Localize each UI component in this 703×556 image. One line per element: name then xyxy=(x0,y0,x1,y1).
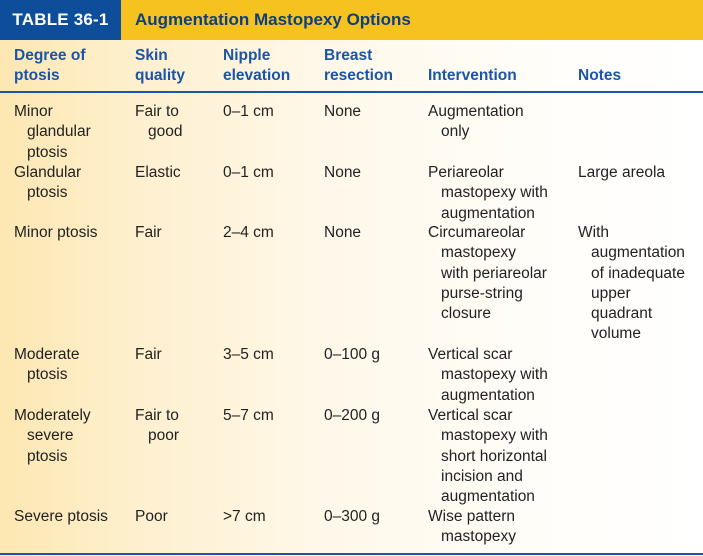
cell-line: mastopexy xyxy=(441,244,516,262)
cell-line: Moderately xyxy=(14,407,91,424)
cell-line: augmentation xyxy=(591,244,685,262)
header-line: elevation xyxy=(223,67,291,84)
cell-line: of inadequate xyxy=(591,264,685,282)
cell-line: Vertical scar xyxy=(428,407,513,424)
bottom-rule xyxy=(0,553,703,555)
cell-degree-of-ptosis xyxy=(14,345,79,386)
cell-degree-of-ptosis xyxy=(14,163,81,204)
cell-line: Fair xyxy=(135,224,162,241)
cell-line: glandular xyxy=(27,123,91,141)
cell-nipple-elevation xyxy=(223,406,274,426)
cell-line: severe xyxy=(27,427,74,445)
header-line: Intervention xyxy=(428,67,517,84)
cell-line: ptosis xyxy=(27,184,68,202)
cell-line: poor xyxy=(148,427,180,445)
cell-line: Augmentation xyxy=(428,103,524,120)
cell-line: augmentation xyxy=(441,488,535,506)
cell-line: >7 cm xyxy=(223,508,266,525)
cell-line: Periareolar xyxy=(428,164,504,181)
cell-line: 0–1 cm xyxy=(223,103,274,120)
cell-line: 2–4 cm xyxy=(223,224,274,241)
cell-line: with periareolar xyxy=(441,264,547,282)
cell-line: only xyxy=(441,123,470,141)
cell-line: With xyxy=(578,224,609,241)
cell-line: 0–100 g xyxy=(324,346,381,363)
cell-line: None xyxy=(324,164,362,181)
cell-line: Elastic xyxy=(135,164,181,181)
header-line: Degree of xyxy=(14,47,86,64)
cell-line: ptosis xyxy=(27,366,68,384)
cell-line: 5–7 cm xyxy=(223,407,274,424)
header-line: Nipple xyxy=(223,47,271,64)
cell-line: mastopexy xyxy=(441,528,516,546)
cell-degree-of-ptosis xyxy=(14,102,91,163)
cell-intervention xyxy=(428,163,548,224)
cell-breast-resection xyxy=(324,406,380,426)
cell-line: volume xyxy=(591,325,641,343)
cell-skin-quality xyxy=(135,102,182,143)
cell-line: Severe ptosis xyxy=(14,508,108,525)
cell-line: Moderate xyxy=(14,346,80,363)
cell-notes xyxy=(578,223,685,345)
cell-line: closure xyxy=(441,305,491,323)
cell-skin-quality xyxy=(135,345,162,365)
header-line: resection xyxy=(324,67,393,84)
cell-line: Circumareolar xyxy=(428,224,526,241)
cell-line: quadrant xyxy=(591,305,653,323)
table-header-row xyxy=(0,40,703,90)
cell-line: Glandular xyxy=(14,164,82,181)
cell-line: mastopexy with xyxy=(441,427,548,445)
cell-line: upper xyxy=(591,284,631,302)
cell-line: 0–1 cm xyxy=(223,164,274,181)
header-line: Skin xyxy=(135,47,168,64)
cell-line: Vertical scar xyxy=(428,346,513,363)
header-intervention xyxy=(428,66,517,86)
cell-intervention xyxy=(428,102,524,143)
cell-breast-resection xyxy=(324,507,380,527)
table-title-bar xyxy=(0,0,703,40)
cell-breast-resection xyxy=(324,102,361,122)
cell-nipple-elevation xyxy=(223,163,274,183)
cell-line: Poor xyxy=(135,508,168,525)
cell-line: mastopexy with xyxy=(441,184,548,202)
cell-intervention xyxy=(428,345,548,406)
cell-line: short horizontal xyxy=(441,447,547,465)
cell-line: ptosis xyxy=(27,143,68,161)
cell-line: 0–200 g xyxy=(324,407,381,424)
cell-line: Wise pattern xyxy=(428,508,516,525)
cell-line: 0–300 g xyxy=(324,508,381,525)
cell-line: Fair to xyxy=(135,103,179,120)
cell-line: purse-string xyxy=(441,284,523,302)
header-rule xyxy=(0,91,703,93)
header-line: Breast xyxy=(324,47,373,64)
cell-line: Fair to xyxy=(135,407,179,424)
cell-line: ptosis xyxy=(27,447,68,465)
cell-notes xyxy=(578,163,665,183)
cell-line: Fair xyxy=(135,346,162,363)
cell-breast-resection xyxy=(324,345,380,365)
cell-line: good xyxy=(148,123,183,141)
header-nipple-elevation xyxy=(223,46,290,86)
cell-nipple-elevation xyxy=(223,102,274,122)
cell-skin-quality xyxy=(135,163,181,183)
cell-nipple-elevation xyxy=(223,345,274,365)
header-degree-of-ptosis xyxy=(14,46,86,86)
cell-skin-quality xyxy=(135,223,162,243)
cell-line: Large areola xyxy=(578,164,666,181)
cell-line: augmentation xyxy=(441,204,535,222)
cell-nipple-elevation xyxy=(223,507,266,527)
cell-skin-quality xyxy=(135,406,179,447)
table-number: TABLE 36-1 xyxy=(0,0,121,40)
cell-line: None xyxy=(324,224,362,241)
cell-line: incision and xyxy=(441,467,523,485)
cell-line: 3–5 cm xyxy=(223,346,274,363)
cell-intervention xyxy=(428,406,548,507)
cell-line: None xyxy=(324,103,362,120)
header-line: ptosis xyxy=(14,67,60,84)
cell-intervention xyxy=(428,507,516,548)
cell-nipple-elevation xyxy=(223,223,274,243)
cell-line: Minor ptosis xyxy=(14,224,98,241)
cell-line: augmentation xyxy=(441,386,535,404)
cell-intervention xyxy=(428,223,547,324)
cell-line: Minor xyxy=(14,103,53,120)
header-breast-resection xyxy=(324,46,393,86)
header-notes xyxy=(578,66,621,86)
cell-degree-of-ptosis xyxy=(14,223,98,243)
header-skin-quality xyxy=(135,46,185,86)
cell-breast-resection xyxy=(324,163,361,183)
cell-degree-of-ptosis xyxy=(14,507,108,527)
header-line: Notes xyxy=(578,67,622,84)
header-line: quality xyxy=(135,67,185,84)
table-title: Augmentation Mastopexy Options xyxy=(135,10,411,29)
cell-degree-of-ptosis xyxy=(14,406,91,467)
cell-skin-quality xyxy=(135,507,168,527)
cell-line: mastopexy with xyxy=(441,366,548,384)
cell-breast-resection xyxy=(324,223,361,243)
